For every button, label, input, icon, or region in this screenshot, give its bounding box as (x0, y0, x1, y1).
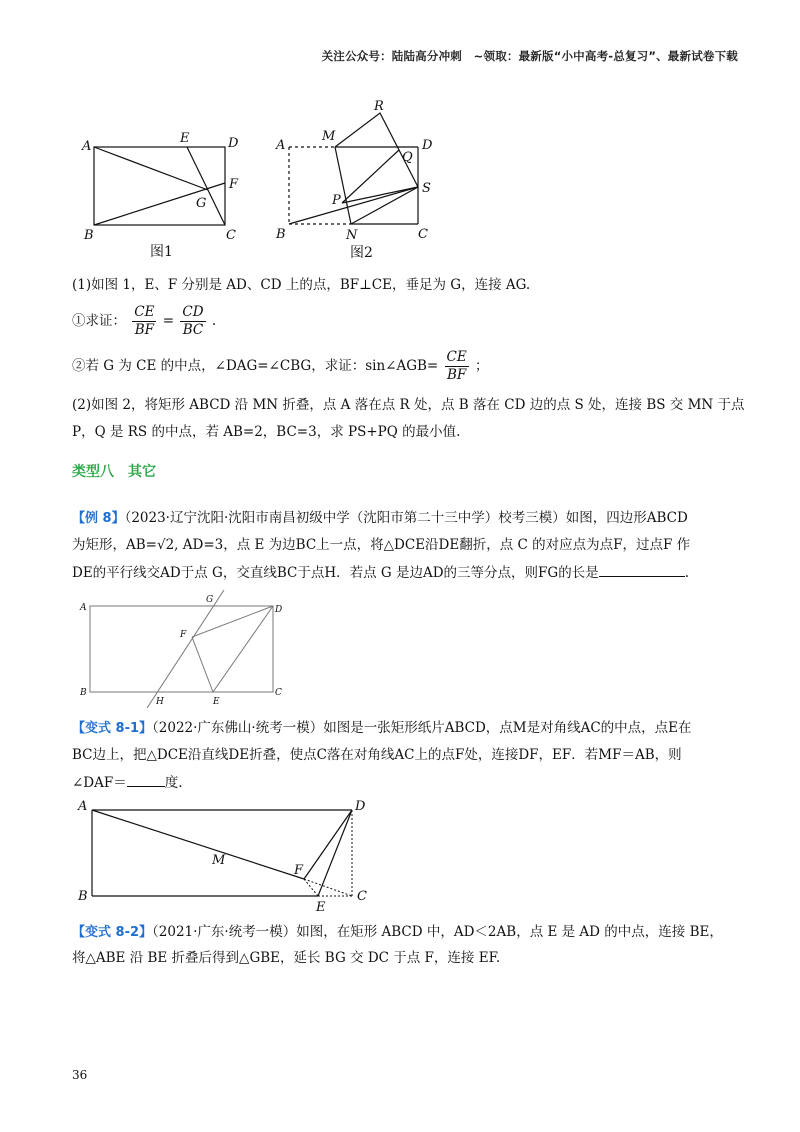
variant81-suffix: 度. (164, 775, 183, 791)
page-header: 关注公众号：陆陆高分冲刺 ~领取：最新版“小中高考-总复习”、最新试卷下载 (321, 49, 738, 63)
fig2-label-d: D (422, 138, 433, 153)
v81-label-b: B (78, 889, 88, 904)
fig2-label-p: P (332, 193, 341, 208)
example8-line2: 为矩形，AB=√2, AD=3，点 E 为边BC上一点，将△DCE沿DE翻折，点 C 的对应点为点F，过点F 作 (72, 537, 691, 553)
v81-label-d: D (355, 799, 366, 814)
v81-label-m: M (212, 853, 226, 868)
problem-part1: (1)如图 1，E、F 分别是 AD、CD 上的点，BF⊥CE，垂足为 G，连接 AG. (72, 277, 531, 293)
variant81-line3 (72, 772, 183, 793)
variant82-line2: 将△ABE 沿 BE 折叠后得到△GBE，延长 BG 交 DC 于点 F，连接 EF. (72, 950, 501, 966)
variant82-line1 (72, 922, 723, 943)
figure-1 (78, 125, 258, 265)
q1-fraction-1 (132, 304, 156, 339)
figure-example8 (72, 590, 302, 708)
fig1-label-d: D (228, 136, 239, 151)
q2-frac-den: BF (446, 367, 467, 383)
fig2-label-m: M (322, 129, 336, 144)
example8-text3: DE的平行线交AD于点 G，交直线BC于点H．若点 G 是边AD的三等分点，则FG的长是 (72, 565, 599, 581)
variant81-text1: （2022·广东佛山·统考一模）如图是一张矩形纸片ABCD，点M是对角线AC的中点，点E在 (152, 720, 692, 736)
example8-end: . (684, 565, 689, 581)
ex8-label-e: E (213, 697, 220, 707)
variant81-line1 (72, 718, 692, 739)
fig1-label-e: E (180, 131, 190, 146)
variant82-tag: 【变式 8-2】 (72, 925, 153, 940)
q1-frac2-den: BC (182, 322, 204, 338)
v81-label-f: F (294, 863, 304, 878)
fig2-label-n: N (346, 228, 358, 243)
fig2-label-r: R (374, 99, 384, 114)
ex8-label-f: F (180, 630, 187, 640)
ex8-label-a: A (80, 603, 87, 613)
example8-line1 (72, 508, 688, 529)
variant81-prefix: ∠DAF＝ (72, 775, 127, 791)
variant81-line2: BC边上，把△DCE沿直线DE折叠，使点C落在对角线AC上的点F处，连接DF，EF．若MF＝AB，则 (72, 747, 682, 763)
fig1-label-g: G (196, 196, 207, 211)
q1-equals: = (162, 313, 175, 329)
example8-tag: 【例 8】 (72, 511, 125, 526)
variant81-answer-blank[interactable] (127, 772, 165, 787)
fig1-label-b: B (84, 228, 94, 243)
q1-frac1-den: BF (134, 322, 155, 338)
fig1-caption: 图1 (150, 244, 173, 260)
example8-answer-blank[interactable] (599, 562, 685, 577)
ex8-label-d: D (275, 605, 283, 615)
q1-frac1-num: CE (134, 304, 155, 320)
q1-end: . (211, 313, 217, 329)
v81-label-c: C (357, 889, 367, 904)
section-title: 类型八 其它 (72, 464, 156, 480)
example8-line3 (72, 562, 689, 583)
fig1-label-c: C (226, 228, 236, 243)
q1-fraction-2 (180, 304, 205, 339)
problem-part2-line2: P，Q 是 RS 的中点，若 AB=2，BC=3，求 PS+PQ 的最小值. (72, 424, 461, 440)
problem-q1 (72, 303, 216, 339)
v81-label-e: E (316, 900, 326, 914)
fig2-label-s: S (422, 181, 431, 196)
fig1-label-f: F (229, 177, 239, 192)
q2-frac-num: CE (446, 349, 467, 365)
q2-prefix: ②若 G 为 CE 的中点，∠DAG=∠CBG，求证：sin∠AGB= (72, 358, 439, 374)
fig2-label-a: A (276, 138, 286, 153)
q2-fraction (445, 349, 469, 384)
example8-text1: （2023·辽宁沈阳·沈阳市南昌初级中学（沈阳市第二十三中学）校考三模）如图，四边形ABCD (124, 510, 688, 526)
variant82-text1: （2021·广东·统考一模）如图，在矩形 ABCD 中，AD＜2AB，点 E 是 AD 的中点，连接 BE， (152, 924, 723, 940)
variant81-tag: 【变式 8-1】 (72, 721, 153, 736)
q1-prefix: ①求证： (72, 313, 126, 329)
fig2-label-b: B (276, 227, 286, 242)
problem-part2-line1: (2)如图 2，将矩形 ABCD 沿 MN 折叠，点 A 落在点 R 处，点 B 落在 CD 边的点 S 处，连接 BS 交 MN 于点 (72, 397, 745, 413)
q2-end: ； (475, 358, 489, 374)
fig2-caption: 图2 (350, 245, 373, 261)
problem-q2 (72, 348, 489, 384)
fig2-label-q: Q (402, 150, 413, 165)
v81-label-a: A (78, 799, 88, 814)
ex8-label-c: C (275, 688, 282, 698)
page-number: 36 (72, 1068, 88, 1082)
figure-variant81 (72, 796, 382, 914)
q1-frac2-num: CD (182, 304, 204, 320)
ex8-label-h: H (156, 697, 164, 707)
figure-2 (270, 95, 450, 267)
ex8-label-g: G (206, 595, 214, 605)
fig2-label-c: C (418, 227, 428, 242)
ex8-label-b: B (80, 688, 87, 698)
fig1-label-a: A (82, 139, 92, 154)
